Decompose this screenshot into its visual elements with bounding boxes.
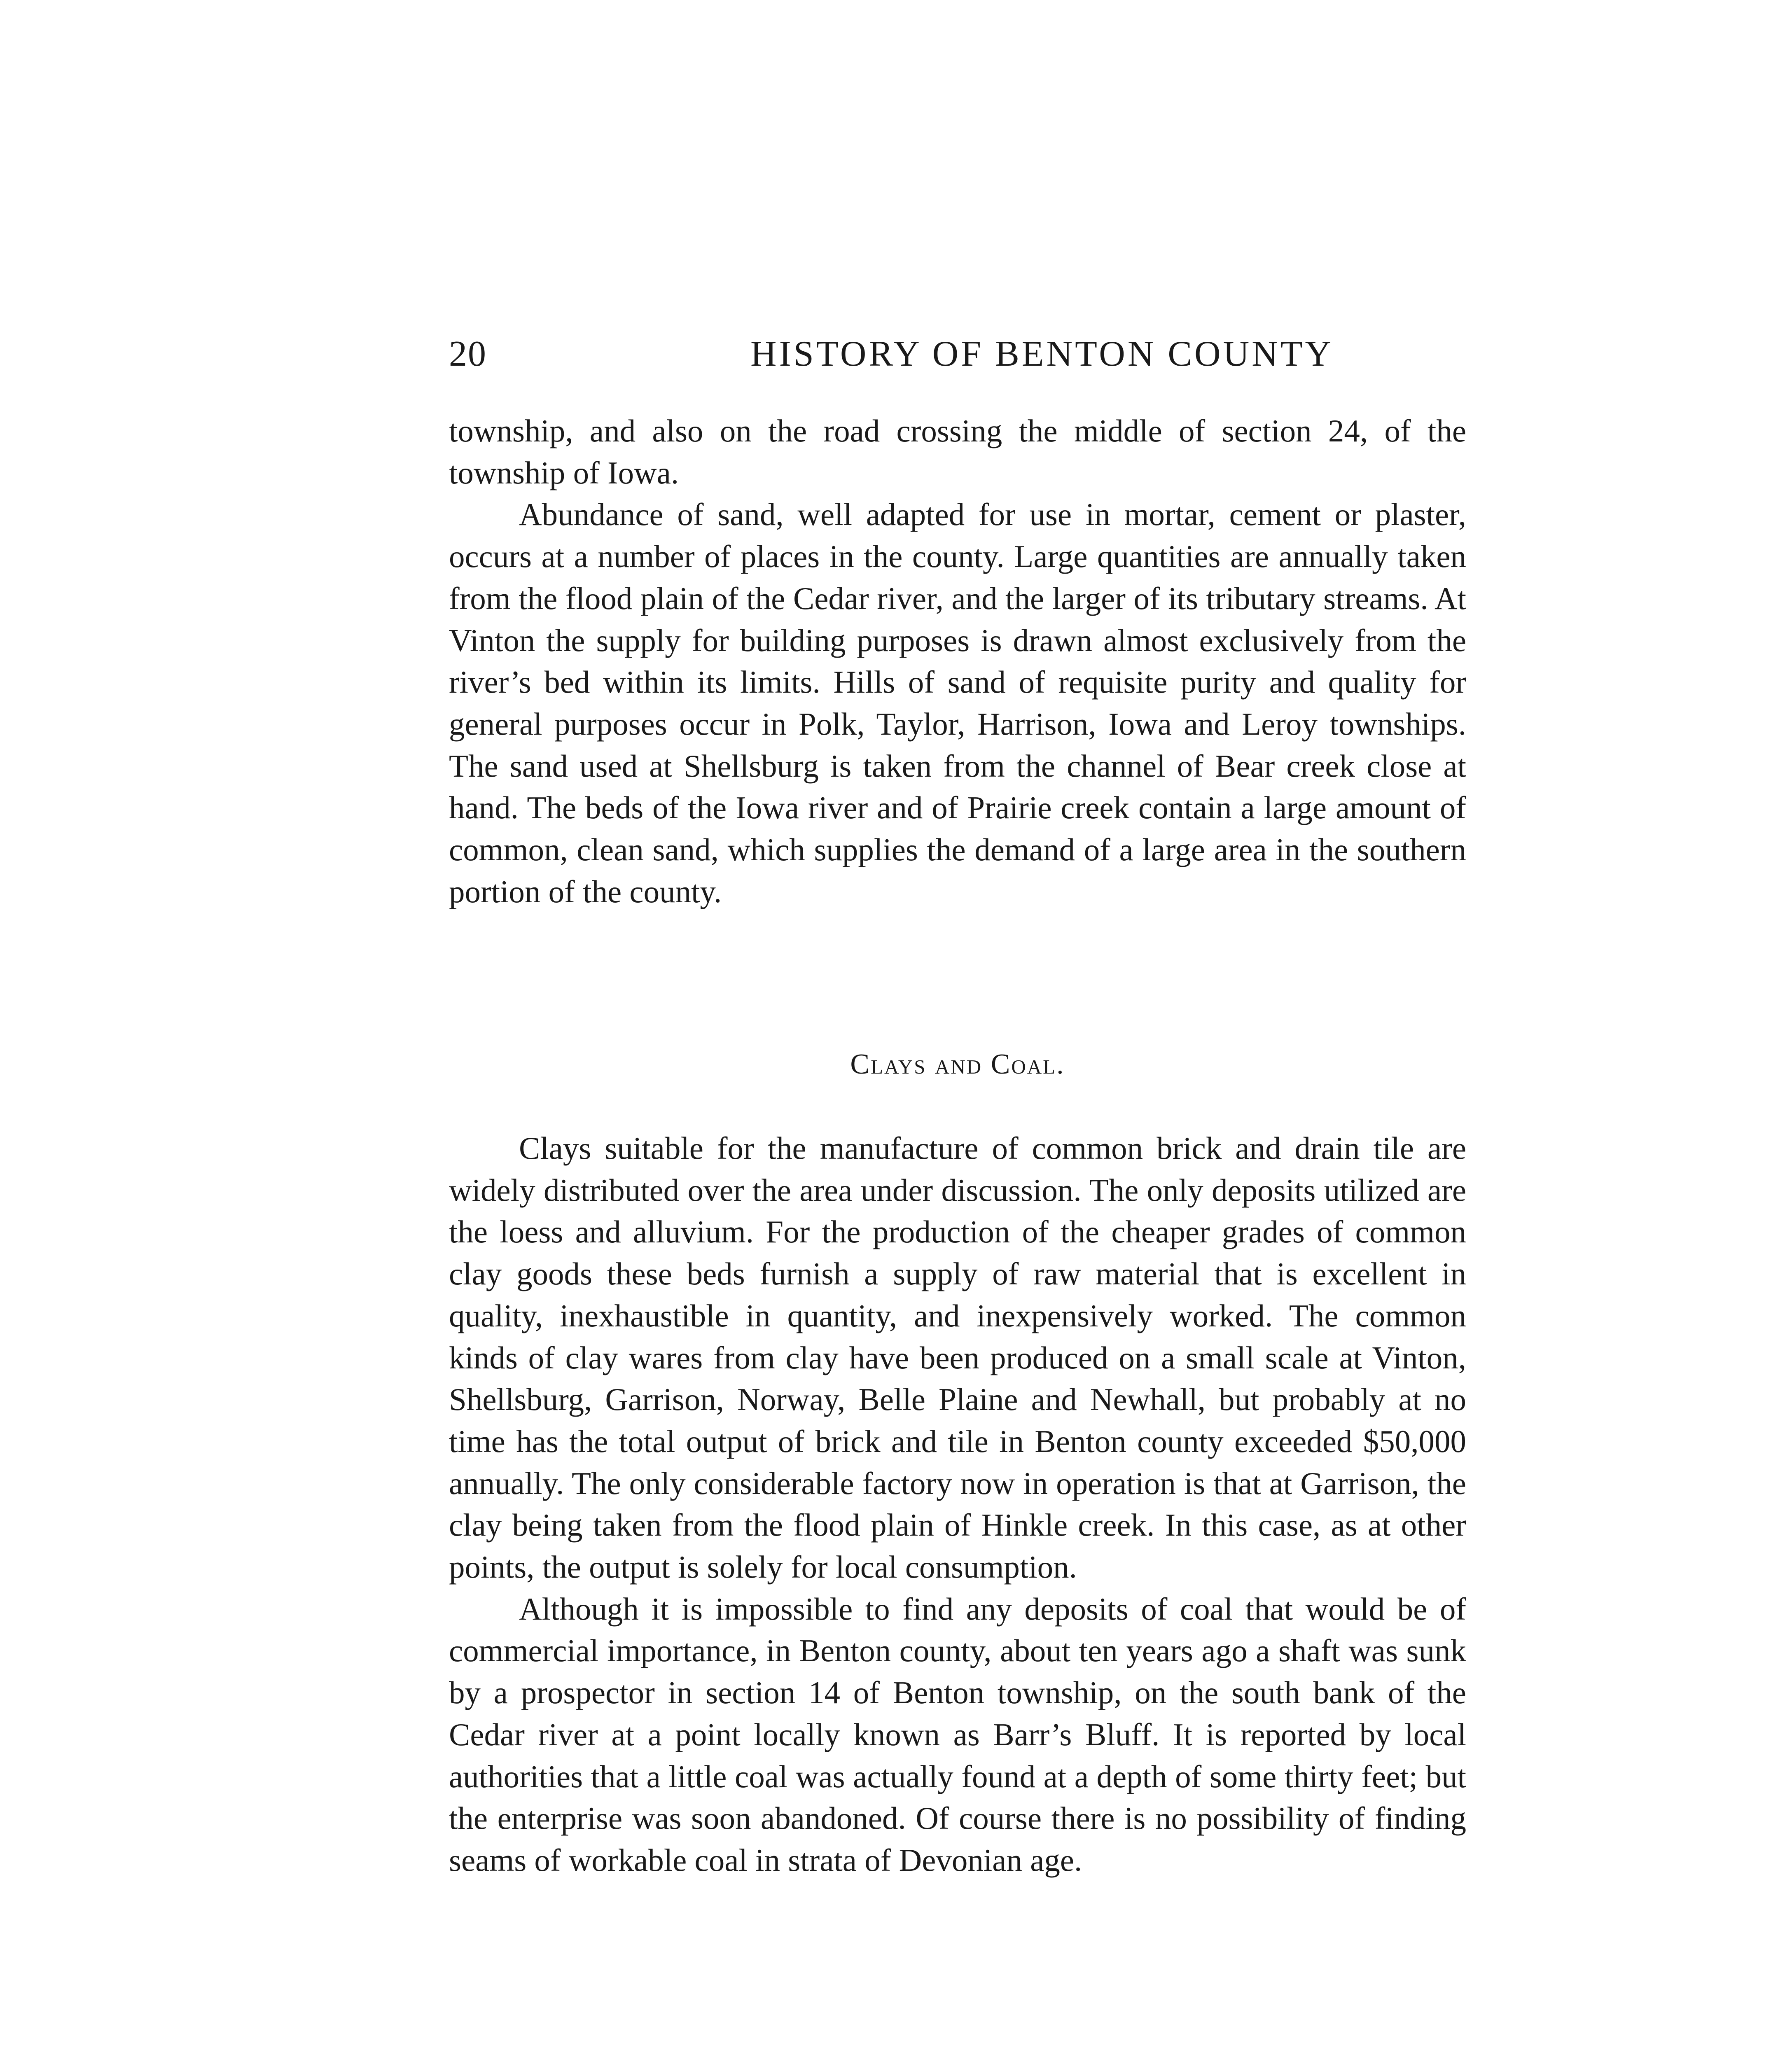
running-title: HISTORY OF BENTON COUNTY <box>750 334 1334 374</box>
text-block-clays <box>449 1128 1466 1882</box>
paragraph-continuation: township, and also on the road crossing the middle of section 24, of the township of Iowa. <box>449 413 1466 490</box>
paragraph-sand: Abundance of sand, well adapted for use in mortar, cement or plaster, occurs at a number of places in the county. Large quantities are annually taken from the flood plain of the Cedar river, and the larger of its tributary streams. At Vinton the supply for building purposes is drawn almost exclusively from the river’s bed within its limits. Hills of sand of requisite purity and quality for general purposes occur in Polk, Taylor, Harrison, Iowa and Leroy townships. The sand used at Shellsburg is taken from the channel of Bear creek close at hand. The beds of the Iowa river and of Prairie creek contain a large amount of common, clean sand, which supplies the demand of a large area in the southern portion of the county. <box>449 497 1466 909</box>
text-block-sand <box>449 410 1466 913</box>
paragraph-coal: Although it is impossible to find any deposits of coal that would be of commercial importance, in Benton county, about ten years ago a shaft was sunk by a prospector in section 14 of Benton township, on the south bank of the Cedar river at a point locally known as Barr’s Bluff. It is reported by local authorities that a little coal was actually found at a depth of some thirty feet; but the enterprise was soon abandoned. Of course there is no possibility of finding seams of workable coal in strata of Devonian age. <box>449 1591 1466 1878</box>
page-number: 20 <box>449 334 487 374</box>
section-heading-clays-and-coal: Clays and Coal. <box>850 1048 1065 1080</box>
running-head <box>449 329 1466 379</box>
paragraph-clays: Clays suitable for the manufacture of common brick and drain tile are widely distributed over the area under discussion. The only deposits utilized are the loess and alluvium. For the production of the cheaper grades of common clay goods these beds furnish a supply of raw material that is excellent in quality, inexhaustible in quantity, and inexpensively worked. The common kinds of clay wares from clay have been produced on a small scale at Vinton, Shellsburg, Garrison, Norway, Belle Plaine and Newhall, but probably at no time has the total output of brick and tile in Benton county exceeded $50,000 annually. The only considerable factory now in operation is that at Garrison, the clay being taken from the flood plain of Hinkle creek. In this case, as at other points, the output is solely for local consumption. <box>449 1130 1466 1585</box>
